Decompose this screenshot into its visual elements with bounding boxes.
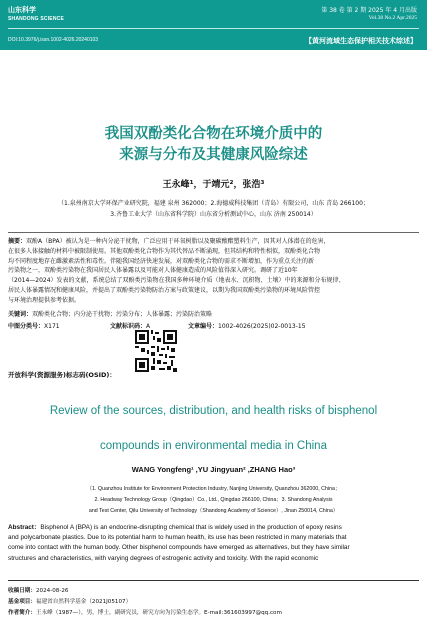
- header-divider: [8, 28, 419, 29]
- abstract-cn-line: 污染物之一，双酚类污染物在我国居民人体暴露以及可能对人体健康造成的风险值得深入研究。调研了近10年: [8, 267, 298, 275]
- volume-issue-cn: 第 38 卷 第 2 期 2025 年 4 月出版: [321, 7, 417, 14]
- affiliation-cn-line-1: （1.泉州南京大学环保产业研究院，福建 泉州 362000；2.海德威科技集团（青岛）有限公司，山东 青岛 266100；: [58, 200, 369, 207]
- title-cn-line-1: 我国双酚类化合物在环境介质中的: [104, 126, 323, 142]
- authors-cn: 王永峰¹，于靖元²，张浩³: [162, 180, 265, 190]
- abstract-en: [8, 523, 419, 564]
- abstract-cn-line: 居民人体暴露情况和健康风险，并提出了双酚类污染物防治方案与政策建议，以期为我国双酚类污染物的环境风险管控: [8, 286, 321, 294]
- clc-value: X171: [44, 323, 60, 330]
- footnote-divider: [8, 580, 419, 581]
- keywords-cn-value: 双酚类化合物；内分泌干扰物；污染分布；人体暴露；污染防治策略: [32, 311, 213, 318]
- abstract-en-line: structures and characteristics, with varying degrees of estrogenic activity and toxicity. With the rapid economic: [8, 554, 319, 562]
- article-number-label: 文章编号：: [188, 323, 219, 330]
- abstract-cn-line: 均不同程度地存在雌激素活性和毒性。伴随我国经济快速发展，对双酚类化合物的需求不断增加，作为重点关注的新: [8, 257, 315, 265]
- article-number-row: [188, 321, 306, 330]
- abstract-en-line: Bisphenol A (BPA) is an endocrine-disrupting chemical that is widely used in the production of epoxy resins: [40, 524, 342, 531]
- author-bio-label: 作者简介：: [8, 610, 36, 616]
- abstract-cn-line: 在很多人体接触的材料中被限制使用。其他双酚类化合物作为其代替品不断涌现，但其结构和特性相似，双酚类化合物: [8, 247, 321, 255]
- clc-label: 中图分类号：: [8, 323, 45, 330]
- title-cn-line-2: 来源与分布及其健康风险综述: [119, 147, 308, 163]
- abstract-en-label: Abstract：: [8, 524, 41, 531]
- abstract-cn-line: （2014—2024）发表的文献，系统总结了双酚类污染物在我国多种环境介质（地表水、沉积物、土壤）中的来源和分布规律、: [8, 277, 345, 285]
- abstract-cn-line: 与环境治理提供参考依据。: [8, 296, 81, 304]
- author-bio: [8, 608, 282, 616]
- affiliation-en-line-1: （1. Quanzhou Institute for Environment Protection Industry, Nanjing University, Quanzhou 362000, China；: [86, 486, 341, 492]
- title-en-line-1: Review of the sources, distribution, and health risks of bisphenol: [49, 405, 378, 417]
- abstract-en-line: and polycarbonate plastics. Due to its potential harm to human health, its use has been restricted in many materials that: [8, 534, 347, 542]
- abstract-cn-line: 双酚A（BPA）被认为是一种内分泌干扰物，广泛应用于环氧树脂以及聚碳酸酯塑料生产，因其对人体潜在的危害，: [26, 238, 330, 245]
- abstract-en-line: come into contact with the human body. Other bisphenol compounds have emerged as alternatives, but they have similar: [8, 544, 350, 552]
- journal-name-en: SHANDONG SCIENCE: [8, 16, 64, 22]
- authors-en: WANG Yongfeng¹ ,YU Jingyuan² ,ZHANG Hao³: [131, 465, 296, 474]
- osid-qr-code[interactable]: [135, 330, 177, 372]
- affiliation-cn-line-2: 3.齐鲁工业大学（山东省科学院）山东省分析测试中心，山东 济南 250014）: [110, 211, 317, 218]
- column-label: 【黄河流域生态保护相关技术综述】: [305, 37, 417, 45]
- funding-label: 基金项目：: [8, 599, 36, 605]
- received-date-label: 收稿日期：: [8, 588, 36, 594]
- received-date-value: 2024-08-26: [35, 588, 69, 594]
- doc-code-row: [110, 321, 150, 330]
- received-date: [8, 586, 69, 594]
- funding-value: 福建省自然科学基金（2021J05107）: [35, 599, 132, 605]
- volume-issue-en: Vol.38 No.2 Apr.2025: [368, 15, 417, 21]
- author-bio-value: 王永峰（1987—），男，博士，副研究员，研究方向为污染生态学。E-mail:361603997@qq.com: [35, 610, 282, 616]
- osid-label: 开放科学(资源服务)标志码(OSID)：: [8, 371, 116, 379]
- classification-row: [8, 321, 60, 330]
- funding: [8, 597, 131, 605]
- article-number-value: 1002-4026(2025)02-0013-15: [218, 323, 306, 330]
- abstract-cn: [8, 237, 419, 306]
- affiliation-en-line-3: and Test Center, Qilu University of Technology（Shandong Academy of Science）, Jinan 250014, China）: [88, 508, 339, 514]
- title-en-line-2: compounds in environmental media in China: [100, 440, 327, 452]
- affiliation-en-line-2: 2. Headway Technology Group（Qingdao）Co., Ltd., Qingdao 266100, China；3. Shandong Analysis: [94, 497, 333, 503]
- journal-name-cn: 山东科学: [8, 6, 36, 14]
- section-divider: [8, 232, 419, 233]
- abstract-cn-label: 摘要：: [8, 238, 27, 245]
- doc-code-value: A: [146, 323, 151, 330]
- keywords-cn: [8, 309, 212, 318]
- doc-code-label: 文献标识码：: [110, 323, 147, 330]
- doi: DOI:10.3976/j.issn.1002-4026.20240103: [8, 37, 99, 43]
- keywords-cn-label: 关键词：: [8, 311, 33, 318]
